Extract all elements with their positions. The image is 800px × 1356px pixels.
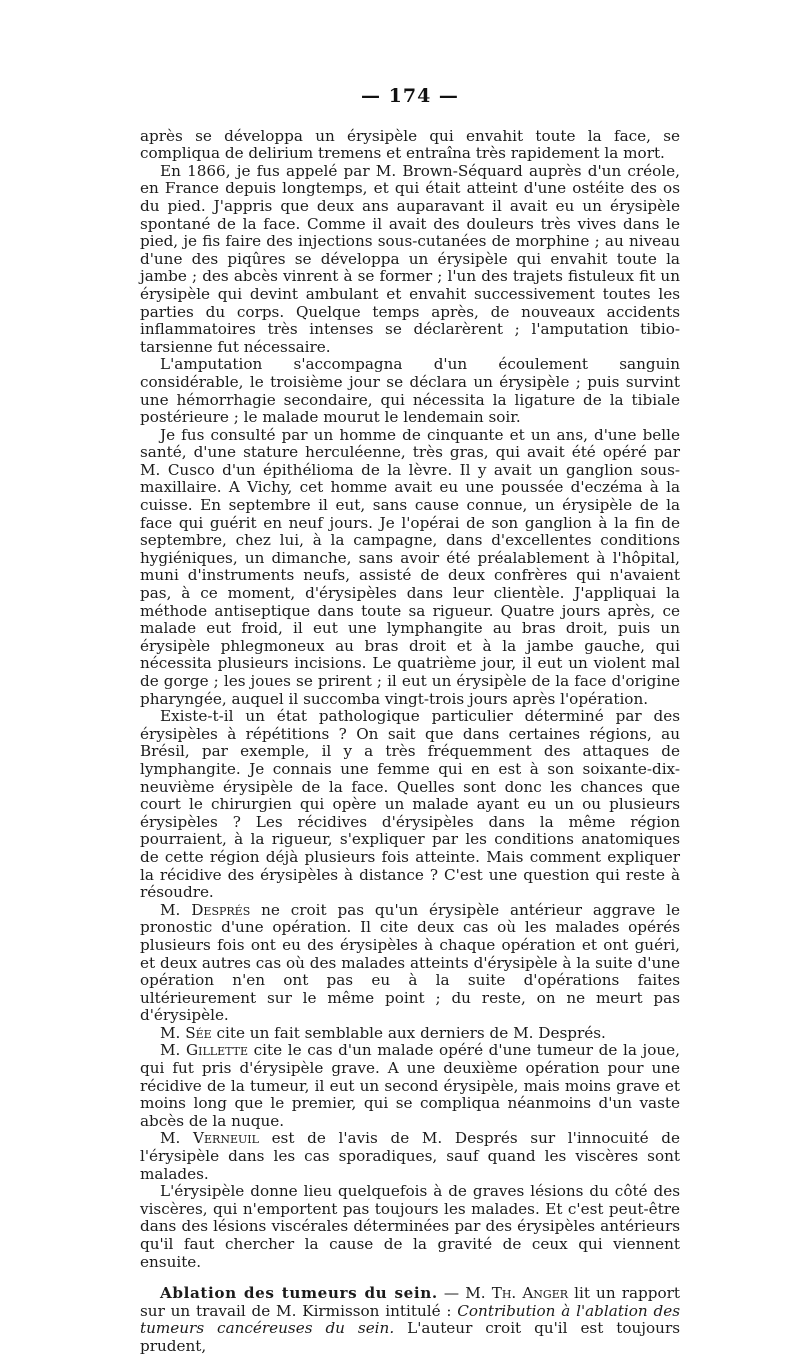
paragraph-3: L'amputation s'accompagna d'un écoulement sanguin considérable, le troisième jour se déclara un érysipèle ; puis survint une hémorrhagie secondaire, qui nécessita la ligature de la tibiale postérieure ; le malade mourut le lendemain soir. bbox=[140, 355, 680, 427]
paragraph-see bbox=[140, 1025, 680, 1043]
paragraph-5: Existe-t-il un état pathologique particulier déterminé par des érysipèles à répétitions ? On sait que dans certaines régions, au Brésil, par exemple, il y a très fréquemment des attaques de lymphangite. Je connais une femme qui en est à son soixante-dix-neuvième érysipèle de la face. Quelles sont donc les chances que court le chirurgien qui opère un malade ayant eu un ou plusieurs érysipèles ? Les récidives d'érysipèles dans la même région pourraient, à la rigueur, s'expliquer par les conditions anatomiques de cette région déjà plusieurs fois atteinte. Mais comment expliquer la récidive des érysipèles à distance ? C'est une question qui reste à résoudre. bbox=[140, 707, 680, 902]
page-content bbox=[140, 85, 681, 1356]
speaker-name: M. Verneuil bbox=[160, 1129, 259, 1148]
speaker-text: cite le cas d'un malade opéré d'une tumeur de la joue, qui fut pris d'érysipèle grave. A une deuxième opération pour une récidive de la tumeur, il eut un second érysipèle, mais moins grave et moins long que le premier, qui se compliqua néanmoins d'un vaste abcès de la nuque. bbox=[140, 1041, 681, 1130]
paragraph-4: Je fus consulté par un homme de cinquante et un ans, d'une belle santé, d'une stature herculéenne, très gras, qui avait été opéré par M. Cusco d'un épithélioma de la lèvre. Il y avait un ganglion sous-maxillaire. A Vichy, cet homme avait eu une poussée d'eczéma à la cuisse. En septembre il eut, sans cause connue, un érysipèle de la face qui guérit en neuf jours. Je l'opérai de son ganglion à la fin de septembre, chez lui, à la campagne, dans d'excellentes conditions hygiéniques, un dimanche, sans avoir été préalablement à l'hôpital, muni d'instruments neufs, assisté de deux confrères qui n'avaient pas, à ce moment, d'érysipèles dans leur clientèle. J'appliquai la méthode antiseptique dans toute sa rigueur. Quatre jours après, ce malade eut froid, il eut une lymphangite au bras droit, puis un érysipèle phlegmoneux au bras droit et à la jambe gauche, qui nécessita plusieurs incisions. Le quatrième jour, il eut un violent mal de gorge ; les joues se prirent ; il eut un érysipèle de la face d'origine pharyngée, auquel il succomba vingt-trois jours après l'opération. bbox=[140, 425, 680, 708]
section-italic-title: Contribution à l'ablation des tumeurs cancéreuses du sein. bbox=[140, 1301, 680, 1338]
section-text-1: lit un rapport sur un travail de M. Kirmisson intitulé : bbox=[140, 1284, 680, 1320]
speaker-text: ne croit pas qu'un érysipèle antérieur aggrave le pronostic d'une opération. Il cite deux cas où les malades opérés plusieurs fois ont eu des érysipèles à chaque opération et ont guéri, et deux autres cas où des malades atteints d'érysipèle à la suite d'une opération n'en ont pas eu à la suite d'opérations faites ultérieurement sur le même point ; du reste, on ne meurt pas d'érysipèle. bbox=[140, 900, 680, 1025]
section-dash: — M. bbox=[437, 1284, 492, 1303]
section-title: Ablation des tumeurs du sein. bbox=[160, 1284, 438, 1303]
speaker-text: est de l'avis de M. Després sur l'innocuité de l'érysipèle dans les cas sporadiques, sauf quand les viscères sont malades. bbox=[140, 1129, 680, 1183]
speaker-name: M. Gillette bbox=[160, 1041, 249, 1060]
page-number: — 174 — bbox=[361, 85, 459, 107]
speaker-text: cite un fait semblable aux derniers de M. Després. bbox=[211, 1023, 606, 1042]
paragraph-gillette bbox=[140, 1042, 680, 1130]
section-ablation bbox=[140, 1285, 680, 1355]
paragraph-1: après se développa un érysipèle qui envahit toute la face, se compliqua de delirium tremens et entraîna très rapidement la mort. bbox=[140, 126, 680, 163]
paragraph-2: En 1866, je fus appelé par M. Brown-Séquard auprès d'un créole, en France depuis longtemps, et qui était atteint d'une ostéite des os du pied. J'appris que deux ans auparavant il avait eu un érysipèle spontané de la face. Comme il avait des douleurs très vives dans le pied, je fis faire des injections sous-cutanées de morphine ; au niveau d'une des piqûres se développa un érysipèle qui envahit toute la jambe ; des abcès vinrent à se former ; l'un des trajets fistuleux fit un érysipèle qui devint ambulant et envahit successivement toutes les parties du corps. Quelque temps après, de nouveaux accidents inflammatoires très intenses se déclarèrent ; l'amputation tibio-tarsienne fut nécessaire. bbox=[140, 161, 680, 356]
paragraph-despres bbox=[140, 902, 680, 1025]
section-speaker: Th. Anger bbox=[491, 1284, 569, 1303]
speaker-name: M. Sée bbox=[160, 1023, 212, 1042]
paragraph-closing: L'érysipèle donne lieu quelquefois à de graves lésions du côté des viscères, qui n'emportent pas toujours les malades. Et c'est peut-être dans des lésions viscérales déterminées par des érysipèles antérieurs qu'il faut chercher la cause de la gravité de ceux qui viennent ensuite. bbox=[140, 1182, 680, 1271]
section-text-2: L'auteur croit qu'il est toujours prudent, bbox=[140, 1319, 680, 1355]
paragraph-verneuil bbox=[140, 1130, 680, 1183]
speaker-name: M. Després bbox=[160, 900, 251, 919]
